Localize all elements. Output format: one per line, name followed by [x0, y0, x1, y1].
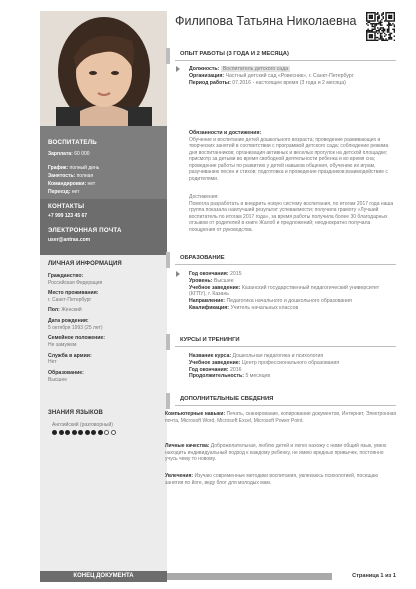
profile-photo [40, 11, 167, 126]
personal-item [48, 353, 160, 366]
edu-direction-value: Педагогика начального и дошкольного образования [226, 298, 352, 304]
hobbies [165, 473, 397, 486]
course-year-key: Год окончания: [189, 366, 229, 373]
footer [40, 571, 396, 582]
edu-year-key: Год окончания: [189, 271, 229, 277]
computer-skills-value: Печать, сканирование, копирование документов, Интернет, Электронная почта, Microsoft Word, Microsoft Excel, Microsoft Power Point. [165, 411, 397, 424]
period-line [189, 80, 395, 87]
language-level-dots [52, 430, 160, 435]
level-dot-empty [104, 430, 109, 435]
personal-value: Высшее [48, 376, 68, 383]
personal-value: Российская Федерация [48, 279, 103, 286]
personal-key: Гражданство: [48, 272, 84, 279]
section-marker [166, 334, 170, 350]
relocation-key: Переезд: [48, 189, 71, 196]
relocation-line [48, 189, 159, 196]
personal-item [48, 318, 160, 331]
achievements-title: Достижения: [189, 194, 219, 200]
level-dot-filled [72, 430, 77, 435]
end-of-document: КОНЕЦ ДОКУМЕНТА [40, 571, 167, 582]
organization-value: Частный детский сад «Ровесник», г. Санкт-Петербург [225, 72, 354, 79]
schedule-line [48, 165, 159, 172]
personal-value: г. Санкт-Петербург [48, 296, 92, 303]
course-name-key: Название курса: [189, 353, 232, 359]
email[interactable] [48, 237, 159, 244]
course-duration-value: 5 месяцев [245, 373, 271, 380]
employment-key: Занятость: [48, 173, 76, 180]
personal-value: Не замужем [48, 342, 77, 349]
section-marker [166, 48, 170, 64]
employment-value: полная [76, 173, 94, 180]
experience-title: ОПЫТ РАБОТЫ (3 ГОДА И 2 МЕСЯЦА) [180, 51, 289, 57]
languages [48, 410, 160, 435]
personal-key: Дата рождения: [48, 318, 89, 325]
edu-year-line [189, 271, 395, 278]
page-number: Страница 1 из 1 [352, 573, 396, 579]
course-duration-key: Продолжительность: [189, 373, 244, 380]
phone[interactable] [48, 213, 159, 220]
edu-direction-key: Направление: [189, 298, 225, 304]
edu-level-key: Уровень: [189, 277, 213, 284]
personal-value: Женский [61, 307, 82, 314]
personal-info-title: ЛИЧНАЯ ИНФОРМАЦИЯ [48, 261, 122, 267]
extra-title: ДОПОЛНИТЕЛЬНЫЕ СВЕДЕНИЯ [180, 396, 274, 402]
achievements-text: Помогла разработать и внедрить новую систему воспитания, по итогам 2017 года наша группа показала наилучший результат успеваемости; получила грамоту «Лучший воспитатель по итогам 2017 года», за время работы получила более 30 благодарных отзывов от родителей в книге Жалоб и предложений; неоднократно получала поощрения от руководства. [189, 200, 394, 233]
course-year-line [189, 367, 395, 374]
section-marker [166, 252, 170, 268]
edu-qualification-line [189, 305, 395, 312]
phone-value[interactable]: +7 999 123 45 67 [48, 212, 88, 219]
hobbies-value: Изучаю современные методики воспитания, увлекаюсь психологией, посещаю занятия по йоге, веду блог для молодых мам. [165, 473, 379, 486]
level-dot-filled [59, 430, 64, 435]
period-value: 07.2016 - настоящее время (3 года и 2 месяца) [232, 79, 346, 86]
language-name: Английский (разговорный) [52, 421, 113, 428]
education-title: ОБРАЗОВАНИЕ [180, 255, 225, 261]
personal-item [48, 290, 160, 303]
candidate-name: Филипова Татьяна Николаевна [175, 14, 357, 28]
experience-header [175, 51, 396, 61]
personal-item [48, 335, 160, 348]
personal-info [48, 261, 160, 387]
education-entry [189, 271, 395, 312]
personal-qualities-value: Доброжелательная, люблю детей и легко нахожу с ними общий язык, умею находить индивидуальный подход к каждому ребенку, не имею вредных привычек, постоянно учусь чему то новому. [165, 443, 387, 462]
triangle-bullet-icon [176, 271, 180, 277]
sidebar [40, 11, 167, 582]
trips-key: Командировки: [48, 181, 87, 188]
duties-title: Обязанности и достижения: [189, 130, 262, 136]
position-title: ВОСПИТАТЕЛЬ [48, 139, 97, 146]
edu-institution-key: Учебное заведение: [189, 284, 241, 291]
courses-title: КУРСЫ И ТРЕНИНГИ [180, 337, 240, 343]
schedule-key: График: [48, 165, 69, 172]
edu-year-value: 2015 [229, 271, 242, 277]
achievements-block [189, 194, 395, 233]
duties-text: Обучение и воспитание детей дошкольного возраста; проведение развивающих и творческих занятий в соответствии с программой детского сада; соблюдение режима дня воспитанников; организация активных и веселых прогулок на детской площадке; присмотр за детьми во время свободной деятельности ребенка и во время сна; проведение работы по развитию у детей навыков общения, обучению их играм, разучиванию песен и стихов; подготовка и проведение праздников;взаимодействие с родителями. [189, 136, 389, 182]
education-header [175, 255, 396, 265]
salary-key: Зарплата: [48, 151, 73, 158]
edu-direction-line [189, 298, 395, 305]
triangle-bullet-icon [176, 66, 180, 72]
organization-key: Организация: [189, 72, 225, 79]
personal-value: Нет [48, 359, 57, 366]
course-year-value: 2016 [229, 366, 242, 373]
position-key: Должность: [189, 66, 220, 72]
edu-qualification-key: Квалификация: [189, 304, 229, 311]
edu-qualification-value: Учитель начальных классов [230, 304, 299, 311]
contacts-band [40, 199, 167, 255]
edu-level-line [189, 278, 395, 285]
employment-line [48, 173, 159, 180]
level-dot-filled [78, 430, 83, 435]
relocation-value: нет [71, 189, 80, 196]
edu-level-value: Высшее [213, 277, 234, 284]
course-institution-key: Учебное заведение: [189, 359, 241, 366]
salary-value: 60 000 [74, 151, 90, 158]
personal-key: Пол: [48, 307, 60, 314]
experience-entry [189, 66, 395, 86]
edu-institution-value: Казанский государственный педагогический университет (КГПУ), г. Казань [189, 284, 380, 298]
computer-skills-key: Компьютерные навыки: [165, 411, 226, 417]
personal-value: 5 октября 1993 (25 лет) [48, 324, 103, 331]
course-institution-value: Центр профессионального образования [241, 359, 340, 366]
schedule-value: полный день [69, 165, 100, 172]
personal-qualities-key: Личные качества: [165, 443, 210, 449]
level-dot-filled [52, 430, 57, 435]
level-dot-empty [111, 430, 116, 435]
course-name-value: Дошкольная педагогика и психология [232, 353, 324, 359]
email-value[interactable]: user@antras.com [48, 236, 91, 243]
level-dot-filled [98, 430, 103, 435]
languages-title: ЗНАНИЯ ЯЗЫКОВ [48, 410, 103, 416]
level-dot-filled [91, 430, 96, 435]
personal-item [48, 273, 160, 286]
personal-key: Семейное положение: [48, 335, 106, 342]
course-entry [189, 353, 395, 380]
footer-bar [167, 573, 332, 580]
edu-institution-line [189, 285, 395, 299]
personal-item [48, 370, 160, 383]
level-dot-filled [65, 430, 70, 435]
course-name-line [189, 353, 395, 360]
duties-block [189, 130, 395, 182]
position-band [40, 126, 167, 199]
trips-value: нет [87, 181, 96, 188]
hobbies-key: Увлечения: [165, 473, 194, 479]
extra-header [175, 396, 396, 406]
personal-key: Место проживания: [48, 290, 99, 297]
trips-line [48, 181, 159, 188]
section-marker [166, 393, 170, 409]
personal-qualities [165, 443, 397, 463]
course-duration-line [189, 373, 395, 380]
email-title: ЭЛЕКТРОННАЯ ПОЧТА [48, 227, 122, 235]
position-value: Воспитатель детского сада [222, 66, 289, 72]
courses-header [175, 337, 396, 347]
course-institution-line [189, 360, 395, 367]
personal-key: Служба в армии: [48, 352, 92, 359]
organization-line [189, 73, 395, 80]
level-dot-filled [85, 430, 90, 435]
contacts-title: КОНТАКТЫ [48, 203, 85, 210]
period-key: Период работы: [189, 79, 231, 86]
computer-skills [165, 411, 397, 424]
position-line [189, 66, 395, 73]
qr-code-icon [366, 12, 395, 41]
personal-item [48, 307, 160, 314]
personal-key: Образование: [48, 369, 84, 376]
